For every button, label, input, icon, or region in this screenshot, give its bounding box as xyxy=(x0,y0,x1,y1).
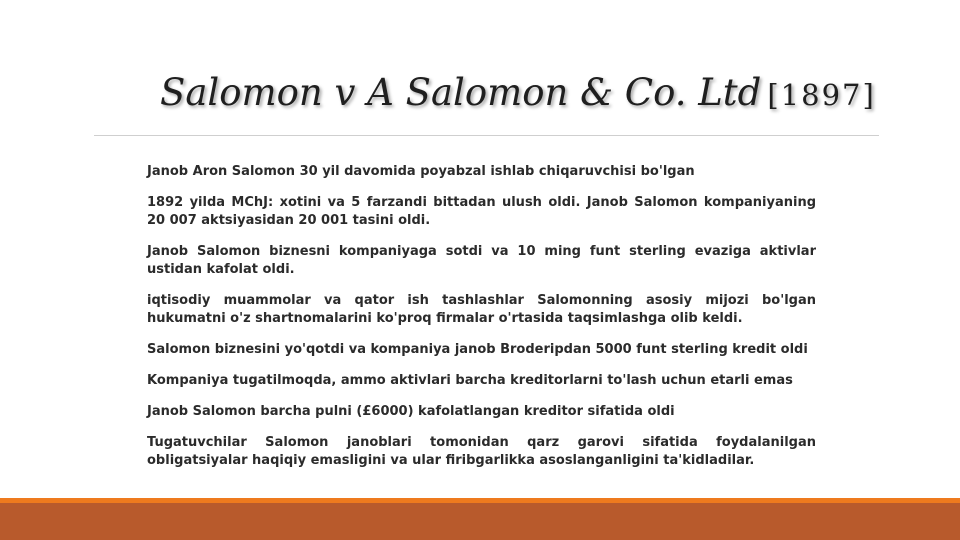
bullet-paragraph: 1892 yilda MChJ: xotini va 5 farzandi bittadan ulush oldi. Janob Salomon kompaniyaning 20 007 aktsiyasidan 20 001 tasini oldi. xyxy=(147,195,816,228)
bullet-paragraph: Janob Salomon biznesni kompaniyaga sotdi va 10 ming funt sterling evaziga aktivlar ustidan kafolat oldi. xyxy=(147,244,816,277)
bullet-paragraph: Janob Aron Salomon 30 yil davomida poyabzal ishlab chiqaruvchisi bo'lgan xyxy=(147,164,695,179)
bullet-paragraph: iqtisodiy muammolar va qator ish tashlashlar Salomonning asosiy mijozi bo'lgan hukumatni o'z shartnomalarini ko'proq firmalar o'rtasida taqsimlashga olib keldi. xyxy=(147,293,816,326)
title-case-name: Salomon v A Salomon & Co. Ltd xyxy=(160,71,762,114)
bullet-paragraph: Janob Salomon barcha pulni (£6000) kafolatlangan kreditor sifatida oldi xyxy=(147,404,675,419)
title-divider xyxy=(94,135,879,136)
bullet-paragraph: Tugatuvchilar Salomon janoblari tomonidan qarz garovi sifatida foydalanilgan obligatsiyalar haqiqiy emasligini va ular firibgarlikka asoslanganligini ta'kidladilar. xyxy=(147,435,816,468)
title-year: [1897] xyxy=(767,78,876,112)
bullet-paragraph: Salomon biznesini yo'qotdi va kompaniya janob Broderipdan 5000 funt sterling kredit oldi xyxy=(147,342,808,357)
slide-title xyxy=(160,68,876,118)
bullet-paragraph: Kompaniya tugatilmoqda, ammo aktivlari barcha kreditorlarni to'lash uchun etarli emas xyxy=(147,373,793,388)
footer-bar xyxy=(0,503,960,540)
slide-body xyxy=(147,163,816,483)
